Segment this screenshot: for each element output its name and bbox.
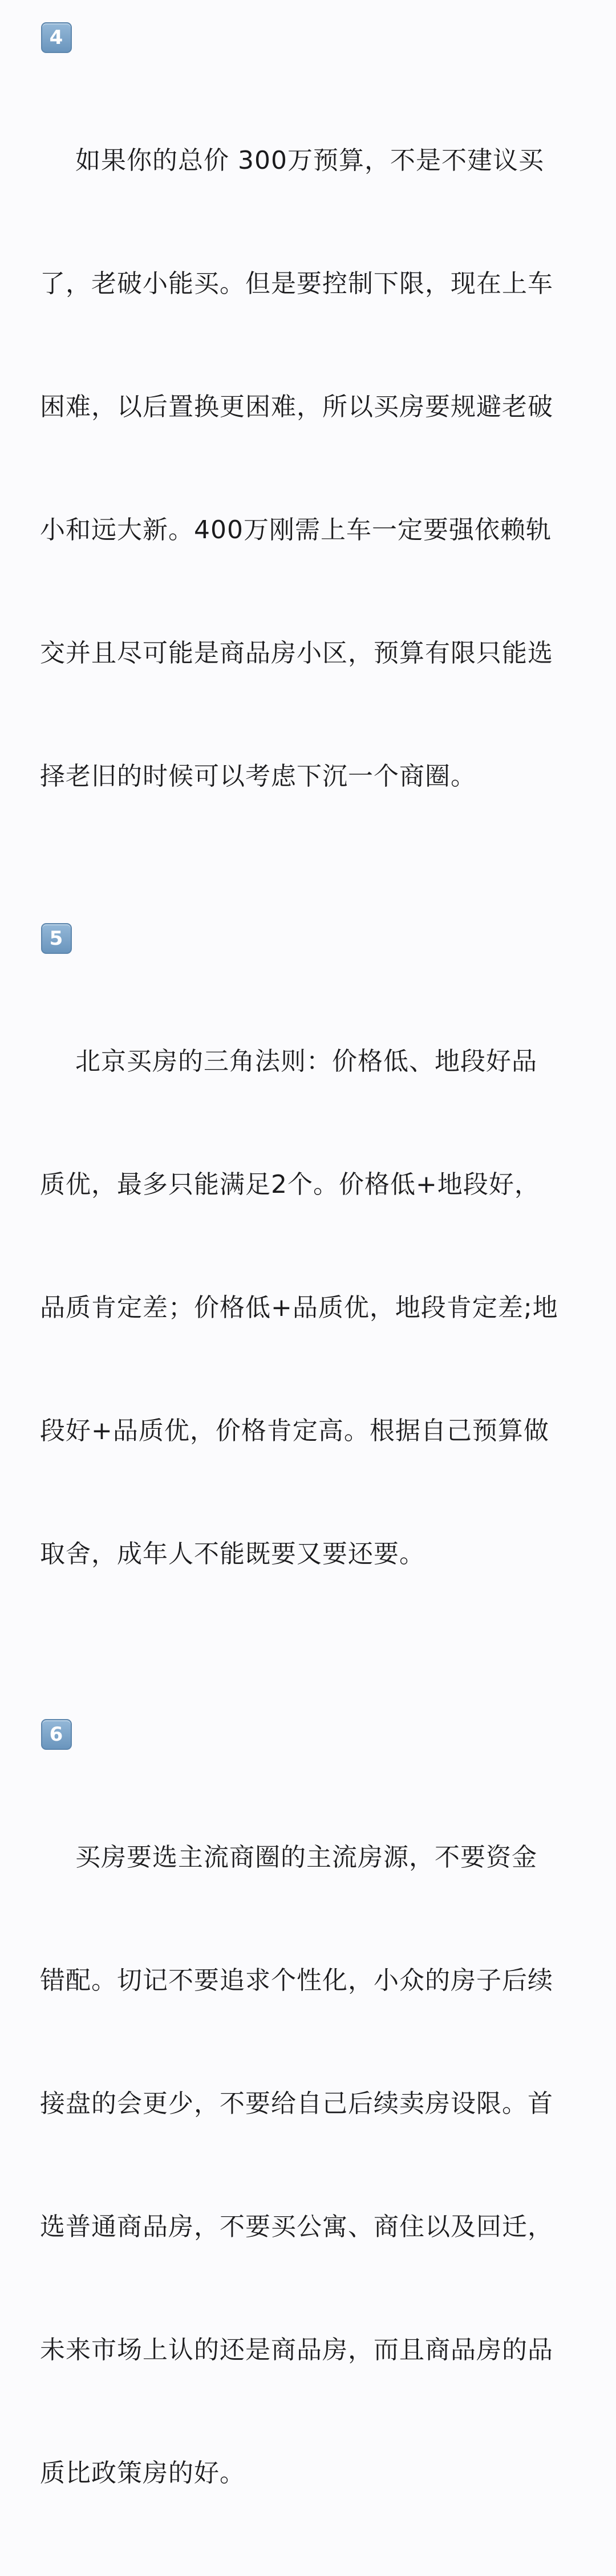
paragraph-line: 选普通商品房，不要买公寓、商住以及回迁，: [40, 2212, 553, 2241]
paragraph-line: 接盘的会更少，不要给自己后续卖房设限。首: [40, 2089, 553, 2118]
keycap-4-icon: 4: [41, 22, 72, 53]
paragraph-5: [40, 918, 576, 1657]
keycap-6-icon: 6: [41, 1719, 72, 1750]
paragraph-line: 质优，最多只能满足2个。价格低+地段好，: [40, 1170, 540, 1199]
paragraph-line: 择老旧的时候可以考虑下沉一个商圈。: [40, 762, 476, 791]
paragraph-6: [40, 1714, 576, 2576]
keycap-5-icon: 5: [41, 923, 72, 954]
paragraph-line: 品质肯定差；价格低+品质优，地段肯定差;地: [40, 1293, 558, 1322]
paragraph-line: 交并且尽可能是商品房小区，预算有限只能选: [40, 639, 553, 668]
paragraph-line: 错配。切记不要追求个性化，小众的房子后续: [40, 1966, 553, 1995]
paragraph-line: 未来市场上认的还是商品房，而且商品房的品: [40, 2335, 553, 2364]
paragraph-line: 取舍，成年人不能既要又要还要。: [40, 1539, 425, 1569]
paragraph-line: 小和远大新。400万刚需上车一定要强依赖轨: [40, 515, 552, 545]
paragraph-line: 段好+品质优，价格肯定高。根据自己预算做: [40, 1416, 549, 1445]
paragraph-line: 困难，以后置换更困难，所以买房要规避老破: [40, 392, 553, 421]
paragraph-4: [40, 17, 576, 879]
paragraph-line: 了，老破小能买。但是要控制下限，现在上车: [40, 269, 553, 298]
paragraph-line: 北京买房的三角法则：价格低、地段好品: [75, 1047, 537, 1076]
paragraph-line: 质比政策房的好。: [40, 2459, 245, 2488]
paragraph-line: 买房要选主流商圈的主流房源，不要资金: [75, 1843, 537, 1872]
paragraph-line: 如果你的总价 300万预算，不是不建议买: [75, 146, 544, 175]
